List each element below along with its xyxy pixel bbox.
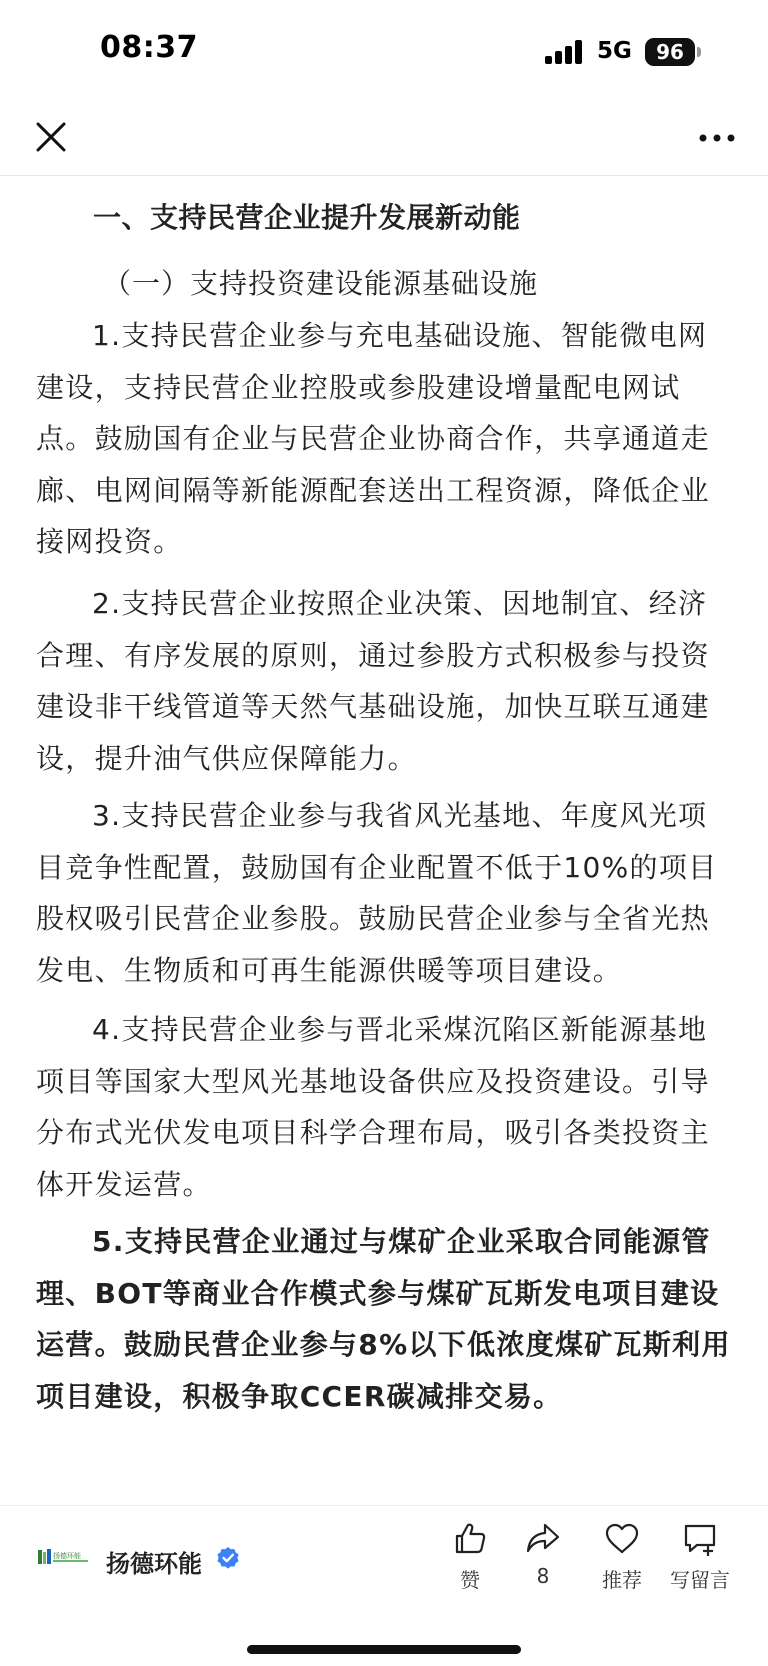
- close-button[interactable]: [32, 118, 72, 158]
- battery-tip: [697, 47, 701, 57]
- account-logo-icon[interactable]: [38, 1548, 90, 1566]
- account-name[interactable]: 扬德环能: [106, 1550, 202, 1578]
- more-icon: [695, 120, 743, 156]
- write-comment-label: 写留言: [670, 1568, 730, 1592]
- more-button[interactable]: [695, 120, 743, 156]
- bottom-bar: [0, 1505, 768, 1666]
- comment-add-icon: [681, 1520, 719, 1558]
- like-label: 赞: [460, 1568, 480, 1592]
- nav-bar: [0, 100, 768, 176]
- network-type: 5G: [597, 38, 632, 64]
- status-time: 08:37: [100, 30, 198, 65]
- article-body: [0, 176, 768, 1506]
- home-indicator[interactable]: [247, 1645, 521, 1654]
- logo-text: 扬德环能: [53, 1552, 81, 1560]
- recommend-label: 推荐: [602, 1568, 642, 1592]
- status-bar: [0, 0, 768, 100]
- share-icon: [524, 1520, 562, 1558]
- like-button[interactable]: [430, 1520, 510, 1593]
- close-icon: [32, 118, 72, 158]
- subsection-heading: （一）支持投资建设能源基础设施: [103, 267, 539, 300]
- share-button[interactable]: [503, 1520, 583, 1588]
- article-paragraph-bold: 5.支持民营企业通过与煤矿企业采取合同能源管理、BOT等商业合作模式参与煤矿瓦斯发电项目建设运营。鼓励民营企业参与8%以下低浓度煤矿瓦斯利用项目建设，积极争取CCER碳减排交易。: [36, 1225, 731, 1413]
- battery-icon: 96: [645, 38, 695, 66]
- signal-icon: [545, 40, 585, 64]
- share-count: 8: [536, 1564, 550, 1588]
- section-heading: 一、支持民营企业提升发展新动能: [93, 201, 521, 234]
- article-paragraph: 1.支持民营企业参与充电基础设施、智能微电网建设，支持民营企业控股或参股建设增量配电网试点。鼓励国有企业与民营企业协商合作，共享通道走廊、电网间隔等新能源配套送出工程资源，降低企业接网投资。: [36, 319, 710, 558]
- article-paragraph: 4.支持民营企业参与晋北采煤沉陷区新能源基地项目等国家大型风光基地设备供应及投资建设。引导分布式光伏发电项目科学合理布局，吸引各类投资主体开发运营。: [36, 1013, 710, 1201]
- heart-icon: [603, 1520, 641, 1558]
- write-comment-button[interactable]: [660, 1520, 740, 1593]
- thumbs-up-icon: [451, 1520, 489, 1558]
- article-paragraph: 3.支持民营企业参与我省风光基地、年度风光项目竞争性配置，鼓励国有企业配置不低于10%的项目股权吸引民营企业参股。鼓励民营企业参与全省光热发电、生物质和可再生能源供暖等项目建设。: [36, 799, 718, 987]
- recommend-button[interactable]: [582, 1520, 662, 1593]
- article-paragraph: 2.支持民营企业按照企业决策、因地制宜、经济合理、有序发展的原则，通过参股方式积极参与投资建设非干线管道等天然气基础设施，加快互联互通建设，提升油气供应保障能力。: [36, 587, 710, 775]
- verified-badge-icon: [216, 1546, 240, 1570]
